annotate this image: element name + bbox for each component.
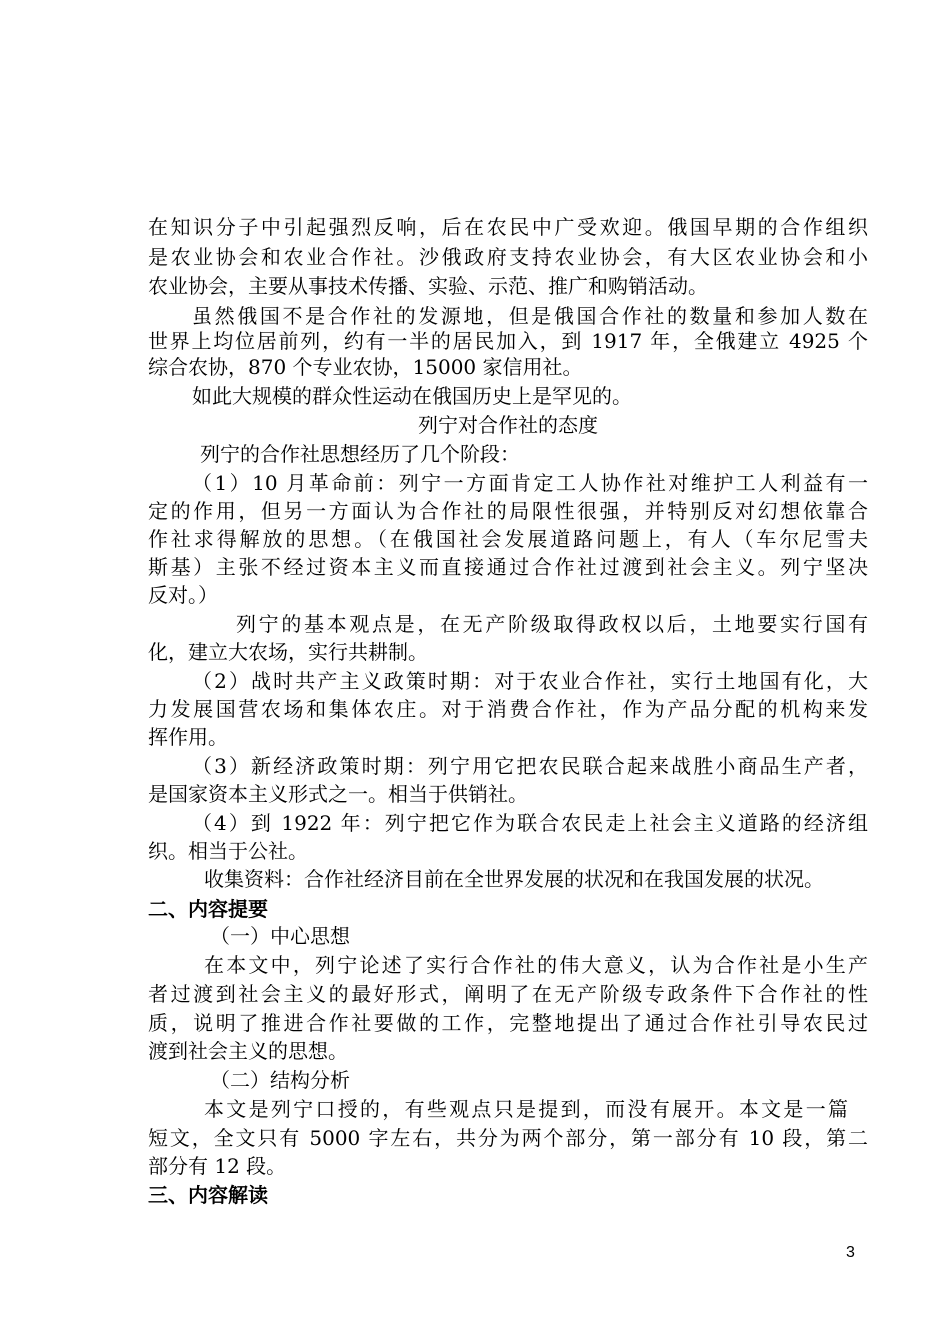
- body-line: 短文，全文只有 5000 字左右，共分为两个部分，第一部分有 10 段，第二: [148, 1126, 868, 1150]
- body-line: 定的作用，但另一方面认为合作社的局限性很强，并特别反对幻想依靠合: [148, 499, 868, 523]
- section-heading: 二、内容提要: [148, 897, 268, 921]
- body-line: 作社求得解放的思想。（在俄国社会发展道路问题上，有人（车尔尼雪夫: [148, 527, 868, 551]
- body-line: 挥作用。: [148, 725, 228, 749]
- page-number: 3: [846, 1244, 855, 1261]
- paragraph-line: 在本文中，列宁论述了实行合作社的伟大意义，认为合作社是小生产: [204, 953, 868, 977]
- body-line: 斯基）主张不经过资本主义而直接通过合作社过渡到社会主义。列宁坚决: [148, 555, 868, 579]
- paragraph-line: 如此大规模的群众性运动在俄国历史上是罕见的。: [192, 384, 632, 408]
- paragraph-line: 收集资料：合作社经济目前在全世界发展的状况和在我国发展的状况。: [204, 867, 824, 891]
- body-line: 者过渡到社会主义的最好形式，阐明了在无产阶级专政条件下合作社的性: [148, 982, 868, 1006]
- body-line: 世界上均位居前列，约有一半的居民加入，到 1917 年，全俄建立 4925 个: [148, 329, 868, 353]
- subsection-heading: （一）中心思想: [210, 924, 350, 948]
- section-subtitle: 列宁对合作社的态度: [418, 413, 598, 437]
- body-line: 力发展国营农场和集体农庄。对于消费合作社，作为产品分配的机构来发: [148, 697, 868, 721]
- body-line: 综合农协，870 个专业农协，15000 家信用社。: [148, 355, 583, 379]
- body-line: 化，建立大农场，实行共耕制。: [148, 640, 428, 664]
- paragraph-line: （1）10 月革命前：列宁一方面肯定工人协作社对维护工人利益有一: [192, 471, 868, 495]
- body-line: 质，说明了推进合作社要做的工作，完整地提出了通过合作社引导农民过: [148, 1011, 868, 1035]
- paragraph-line: （3）新经济政策时期：列宁用它把农民联合起来战胜小商品生产者，: [192, 754, 868, 778]
- body-line: 渡到社会主义的思想。: [148, 1039, 348, 1063]
- subsection-heading: （二）结构分析: [210, 1068, 350, 1092]
- paragraph-line: 列宁的合作社思想经历了几个阶段：: [200, 442, 520, 466]
- body-line: 反对。）: [148, 583, 218, 607]
- paragraph-line: 虽然俄国不是合作社的发源地，但是俄国合作社的数量和参加人数在: [192, 304, 868, 328]
- body-line: 农业协会，主要从事技术传播、实验、示范、推广和购销活动。: [148, 274, 708, 298]
- body-line: 是国家资本主义形式之一。相当于供销社。: [148, 782, 528, 806]
- paragraph-line: 本文是列宁口授的，有些观点只是提到，而没有展开。本文是一篇: [204, 1097, 848, 1121]
- body-line: 部分有 12 段。: [148, 1154, 287, 1178]
- body-line: 是农业协会和农业合作社。沙俄政府支持农业协会，有大区农业协会和小: [148, 245, 868, 269]
- body-line: 织。相当于公社。: [148, 839, 308, 863]
- body-line: 在知识分子中引起强烈反响，后在农民中广受欢迎。俄国早期的合作组织: [148, 215, 868, 239]
- paragraph-line: 列宁的基本观点是，在无产阶级取得政权以后，土地要实行国有: [236, 612, 868, 636]
- section-heading: 三、内容解读: [148, 1183, 268, 1207]
- paragraph-line: （4）到 1922 年：列宁把它作为联合农民走上社会主义道路的经济组: [192, 811, 868, 835]
- paragraph-line: （2）战时共产主义政策时期：对于农业合作社，实行土地国有化，大: [192, 669, 868, 693]
